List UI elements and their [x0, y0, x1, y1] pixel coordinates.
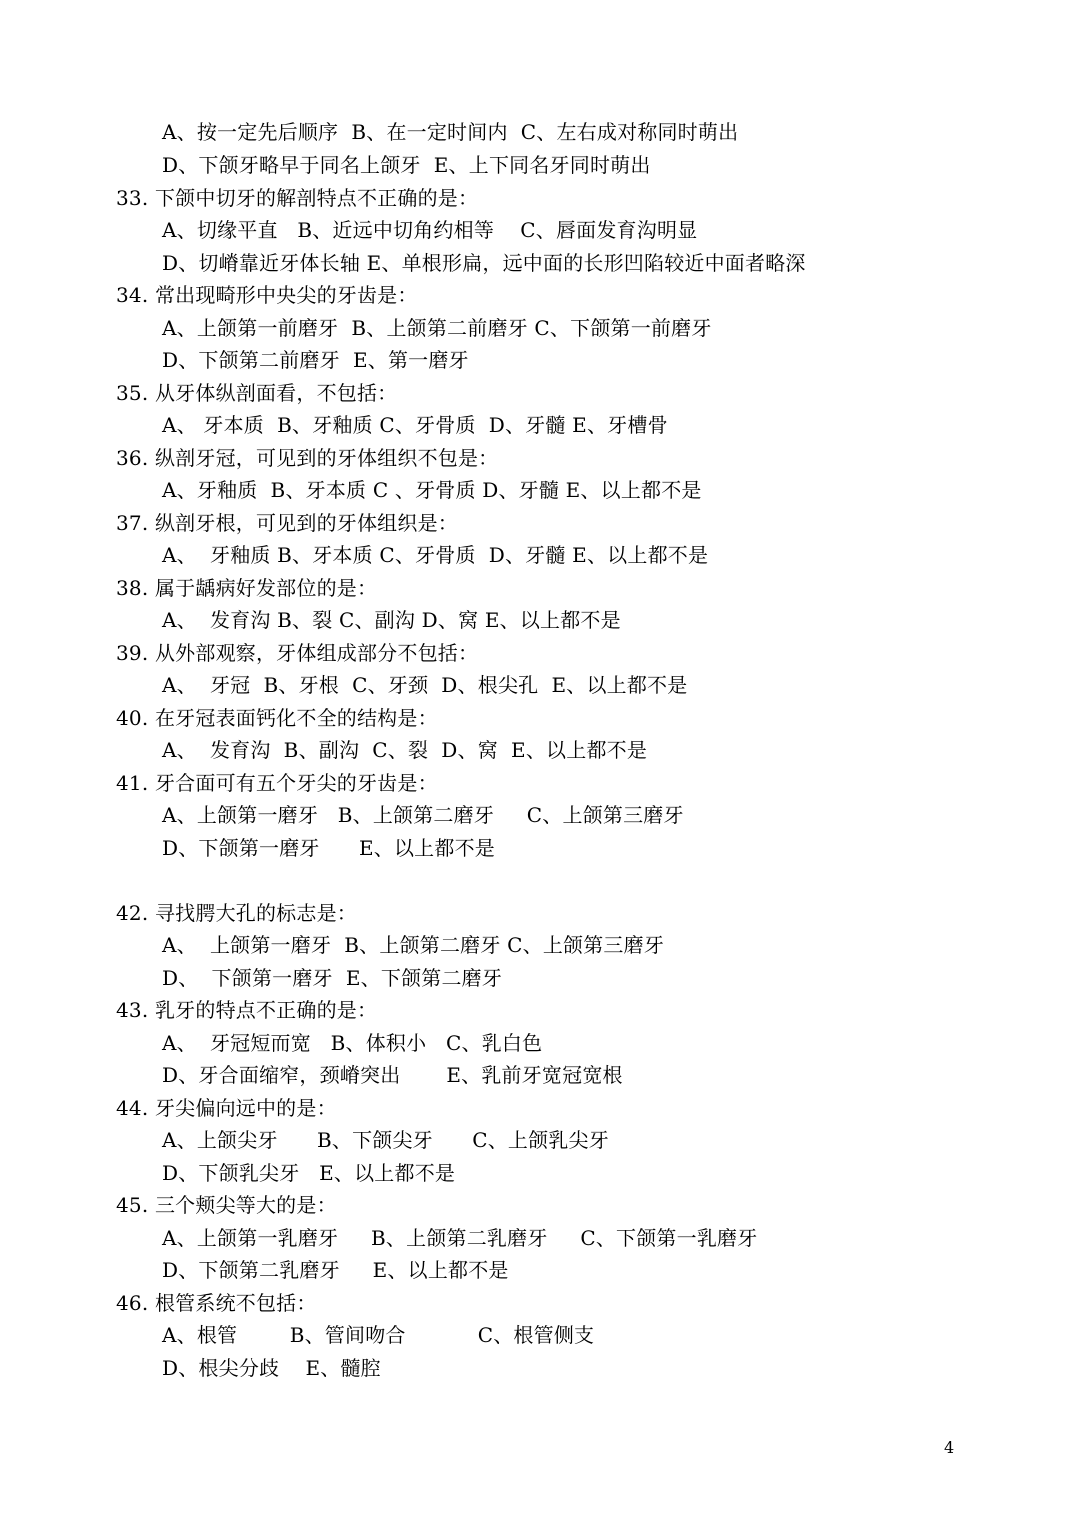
question-line: 34. 常出现畸形中央尖的牙齿是：	[116, 283, 418, 307]
question-line: 36. 纵剖牙冠，可见到的牙体组织不包是：	[116, 446, 499, 470]
option-line: A、 发育沟 B、副沟 C、裂 D、窝 E、以上都不是	[162, 738, 648, 762]
option-line: D、下颌第二前磨牙 E、第一磨牙	[162, 348, 469, 372]
option-line: A、 牙釉质 B、牙本质 C、牙骨质 D、牙髓 E、以上都不是	[162, 543, 709, 567]
option-line: D、根尖分歧 E、髓腔	[162, 1356, 381, 1380]
option-line: D、下颌第一磨牙 E、以上都不是	[162, 836, 495, 860]
option-line: A、根管 B、管间吻合 C、根管侧支	[162, 1323, 595, 1347]
question-line: 40. 在牙冠表面钙化不全的结构是：	[116, 706, 438, 730]
question-line: 35. 从牙体纵剖面看，不包括：	[116, 381, 398, 405]
option-line: A、 牙冠 B、牙根 C、牙颈 D、根尖孔 E、以上都不是	[162, 673, 688, 697]
option-line: D、下颌牙略早于同名上颌牙 E、上下同名牙同时萌出	[162, 153, 651, 177]
option-line: D、下颌第二乳磨牙 E、以上都不是	[162, 1258, 509, 1282]
question-line: 46. 根管系统不包括：	[116, 1291, 317, 1315]
option-line: A、上颌第一乳磨牙 B、上颌第二乳磨牙 C、下颌第一乳磨牙	[162, 1226, 758, 1250]
option-line: A、 上颌第一磨牙 B、上颌第二磨牙 C、上颌第三磨牙	[162, 933, 665, 957]
option-line: A、上颌第一磨牙 B、上颌第二磨牙 C、上颌第三磨牙	[162, 803, 684, 827]
option-line: A、上颌尖牙 B、下颌尖牙 C、上颌乳尖牙	[162, 1128, 609, 1152]
option-line: D、切嵴靠近牙体长轴 E、单根形扁，远中面的长形凹陷较近中面者略深	[162, 251, 806, 275]
option-line: A、牙釉质 B、牙本质 C 、牙骨质 D、牙髓 E、以上都不是	[162, 478, 702, 502]
option-line: A、 牙本质 B、牙釉质 C、牙骨质 D、牙髓 E、牙槽骨	[162, 413, 668, 437]
option-line: A、切缘平直 B、近远中切角约相等 C、唇面发育沟明显	[162, 218, 698, 242]
question-line: 38. 属于龋病好发部位的是：	[116, 576, 378, 600]
option-line: D、牙合面缩窄，颈嵴突出 E、乳前牙宽冠宽根	[162, 1063, 623, 1087]
option-line: A、 牙冠短而宽 B、体积小 C、乳白色	[162, 1031, 543, 1055]
option-line: D、 下颌第一磨牙 E、下颌第二磨牙	[162, 966, 503, 990]
question-line: 44. 牙尖偏向远中的是：	[116, 1096, 337, 1120]
page-number: 4	[944, 1438, 955, 1457]
question-line: 43. 乳牙的特点不正确的是：	[116, 998, 378, 1022]
question-line: 45. 三个颊尖等大的是：	[116, 1193, 337, 1217]
question-line: 33. 下颌中切牙的解剖特点不正确的是：	[116, 186, 479, 210]
option-line: D、下颌乳尖牙 E、以上都不是	[162, 1161, 456, 1185]
question-line: 41. 牙合面可有五个牙尖的牙齿是：	[116, 771, 438, 795]
question-line: 42. 寻找腭大孔的标志是：	[116, 901, 357, 925]
option-line: A、按一定先后顺序 B、在一定时间内 C、左右成对称同时萌出	[162, 120, 739, 144]
option-line: A、 发育沟 B、裂 C、副沟 D、窝 E、以上都不是	[162, 608, 621, 632]
option-line: A、上颌第一前磨牙 B、上颌第二前磨牙 C、下颌第一前磨牙	[162, 316, 712, 340]
question-line: 37. 纵剖牙根，可见到的牙体组织是：	[116, 511, 458, 535]
question-line: 39. 从外部观察，牙体组成部分不包括：	[116, 641, 479, 665]
